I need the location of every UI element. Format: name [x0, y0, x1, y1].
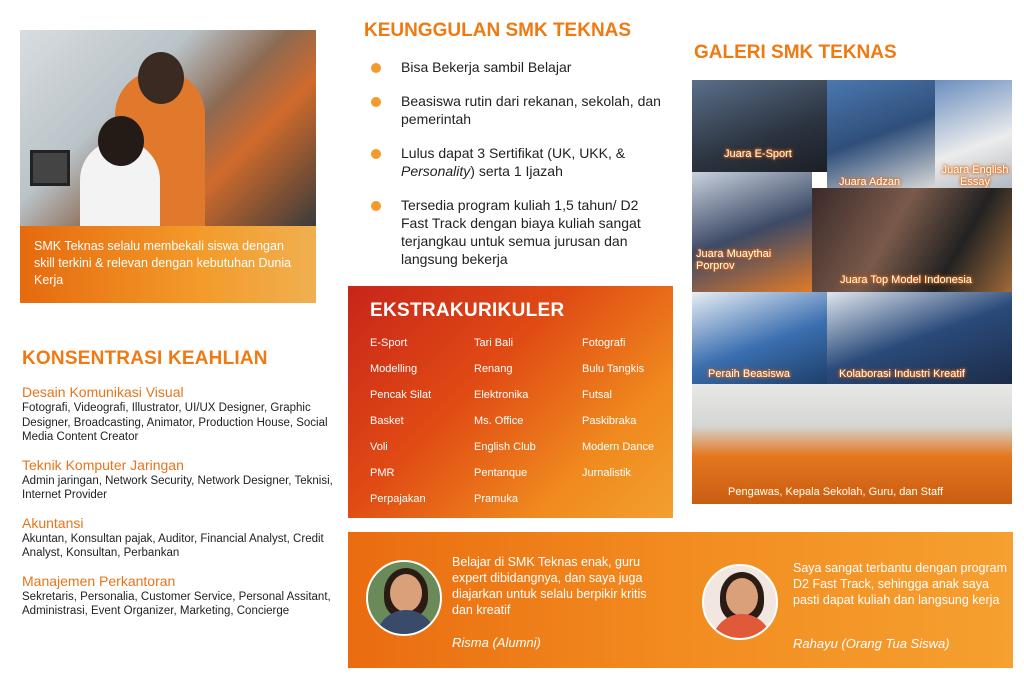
konsentrasi-text: Admin jaringan, Network Security, Network Designer, Teknisi, Internet Provider — [22, 474, 333, 501]
ekstra-item: Ms. Office — [474, 415, 524, 427]
konsentrasi-item — [22, 573, 342, 619]
keunggulan-item — [364, 58, 664, 76]
konsentrasi-title: KONSENTRASI KEAHLIAN — [22, 348, 268, 369]
testimonial-band — [348, 532, 1013, 668]
konsentrasi-heading: Akuntansi — [22, 514, 84, 531]
galeri-collage — [692, 80, 1012, 504]
label-staff: Pengawas, Kepala Sekolah, Guru, dan Staff — [728, 486, 944, 498]
photo-model — [812, 188, 1012, 292]
keunggulan-item — [364, 92, 664, 128]
ekstrakurikuler-section — [348, 286, 673, 518]
keunggulan-text-em: Personality — [401, 163, 471, 179]
konsentrasi-item — [22, 457, 342, 503]
ekstra-item: Modern Dance — [582, 441, 655, 453]
bullet-dot-icon — [371, 149, 381, 159]
label-beasiswa: Peraih Beasiswa — [708, 368, 790, 380]
konsentrasi-section — [22, 348, 342, 631]
ekstra-item: Modelling — [370, 363, 418, 375]
testimonial-author: Rahayu (Orang Tua Siswa) — [793, 636, 950, 651]
ekstra-item: E-Sport — [370, 337, 408, 349]
ekstra-item: Bulu Tangkis — [582, 363, 645, 375]
testimonial-quote: Saya sangat terbantu dengan program D2 Fast Track, sehingga anak saya pasti dapat kuliah dan langsung kerja — [793, 561, 1008, 607]
avatar-rahayu — [702, 564, 778, 640]
ekstra-item: Futsal — [582, 389, 612, 401]
label-model: Juara Top Model Indonesia — [840, 274, 972, 286]
photo-adzan — [827, 80, 935, 188]
keunggulan-text-pre: Lulus dapat 3 Sertifikat (UK, UKK, & — [401, 145, 626, 161]
ekstrakurikuler-title: EKSTRAKURIKULER — [370, 300, 565, 321]
avatar-body — [376, 610, 436, 636]
konsentrasi-text: Akuntan, Konsultan pajak, Auditor, Financial Analyst, Credit Analyst, Konsultan, Perbankan — [22, 532, 324, 559]
label-kolaborasi: Kolaborasi Industri Kreatif — [839, 368, 965, 380]
konsentrasi-text: Fotografi, Videografi, Illustrator, UI/UX Designer, Graphic Designer, Broadcasting, Animator, Production House, Social Media Content Creator — [22, 402, 328, 443]
konsentrasi-text: Sekretaris, Personalia, Customer Service, Personal Assitant, Administrasi, Event Organizer, Marketing, Concierge — [22, 590, 331, 617]
konsentrasi-item — [22, 515, 342, 561]
bullet-dot-icon — [371, 63, 381, 73]
ekstra-item: Pentanque — [474, 467, 528, 479]
label-english: Juara English Essay — [941, 164, 1009, 188]
ekstra-item: Elektronika — [474, 389, 529, 401]
keunggulan-section — [364, 20, 664, 284]
photo-staff — [692, 384, 1012, 504]
photo-kolaborasi — [827, 292, 1012, 384]
konsentrasi-heading: Teknik Komputer Jaringan — [22, 456, 184, 473]
hero-photo — [20, 30, 316, 226]
student-head — [98, 116, 144, 166]
ekstra-item: Fotografi — [582, 337, 626, 349]
label-adzan: Juara Adzan — [839, 176, 901, 188]
hero-section — [20, 30, 316, 303]
testimonial-author: Risma (Alumni) — [452, 635, 541, 650]
ekstra-item: Pencak Silat — [370, 389, 432, 401]
bullet-dot-icon — [371, 97, 381, 107]
ekstra-item: Tari Bali — [474, 337, 514, 349]
keunggulan-text: Bisa Bekerja sambil Belajar — [401, 59, 572, 75]
konsentrasi-heading: Desain Komunikasi Visual — [22, 384, 184, 400]
computer-monitor-shape — [30, 150, 70, 186]
hero-caption: SMK Teknas selalu membekali siswa dengan skill terkini & relevan dengan kebutuhan Dunia Kerja — [34, 239, 292, 287]
ekstra-item: Basket — [370, 415, 404, 427]
label-esport: Juara E-Sport — [724, 148, 792, 160]
konsentrasi-item — [22, 384, 342, 445]
photo-esport — [692, 80, 827, 172]
avatar-face — [390, 574, 422, 612]
photo-muaythai — [692, 172, 812, 292]
ekstra-item: Jurnalistik — [582, 467, 631, 479]
ekstrakurikuler-grid — [370, 336, 673, 507]
konsentrasi-heading: Manajemen Perkantoran — [22, 572, 176, 589]
photo-english — [935, 80, 1012, 188]
label-muaythai: Juara Muaythai Porprov — [696, 248, 772, 272]
testimonial-quote: Belajar di SMK Teknas enak, guru expert dibidangnya, dan saya juga diajarkan untuk selalu berpikir kritis dan kreatif — [452, 555, 647, 617]
keunggulan-list — [364, 58, 664, 268]
photo-beasiswa — [692, 292, 827, 384]
ekstra-item: Pramuka — [474, 493, 519, 505]
ekstra-item: Voli — [370, 441, 388, 453]
ekstra-item: PMR — [370, 467, 395, 479]
ekstra-item: Perpajakan — [370, 493, 426, 505]
keunggulan-item — [364, 196, 664, 268]
ekstra-item: Renang — [474, 363, 513, 375]
avatar-body — [712, 614, 772, 640]
avatar-risma — [366, 560, 442, 636]
ekstra-item: English Club — [474, 441, 536, 453]
keunggulan-text: Tersedia program kuliah 1,5 tahun/ D2 Fast Track dengan biaya kuliah sangat terjangkau untuk semua jurusan dan langsung bekerja — [401, 197, 641, 267]
teacher-head — [138, 52, 184, 104]
keunggulan-text: Beasiswa rutin dari rekanan, sekolah, dan pemerintah — [401, 93, 661, 127]
avatar-face — [726, 578, 758, 616]
hero-caption-box — [20, 226, 316, 303]
keunggulan-item — [364, 144, 664, 180]
galeri-title: GALERI SMK TEKNAS — [694, 42, 897, 63]
ekstra-item: Paskibraka — [582, 415, 637, 427]
bullet-dot-icon — [371, 201, 381, 211]
keunggulan-title: KEUNGGULAN SMK TEKNAS — [364, 20, 632, 41]
keunggulan-text-post: ) serta 1 Ijazah — [470, 163, 563, 179]
